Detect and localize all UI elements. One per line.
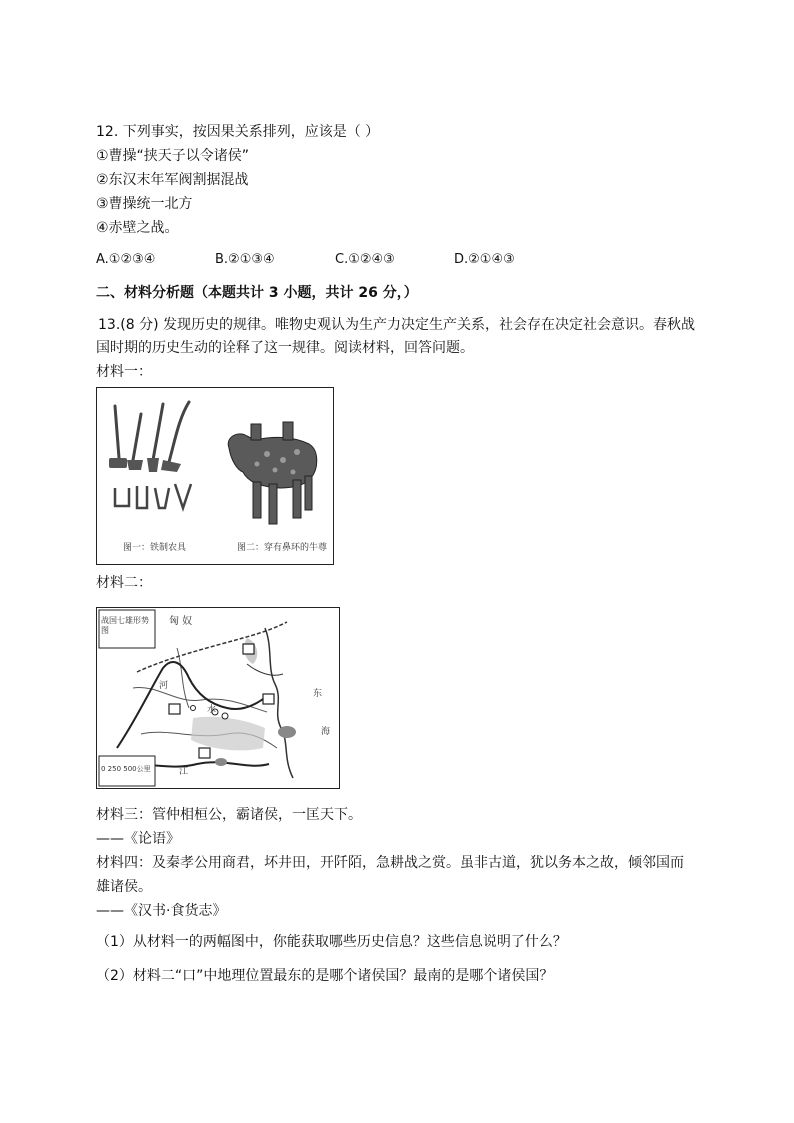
q13-sub-1: （1）从材料一的两幅图中，你能获取哪些历史信息？这些信息说明了什么？: [96, 934, 567, 950]
map-label-hai: 海: [321, 727, 331, 737]
q13-intro-1: 13.(8 分) 发现历史的规律。唯物史观认为生产力决定生产关系，社会存在决定社会意识。春秋战: [98, 317, 695, 333]
map-label-he: 河: [159, 681, 169, 691]
material-1-label: 材料一：: [96, 364, 152, 380]
fig1-caption-left: 图一：铁制农具: [123, 543, 187, 553]
map-scale: 0 250 500公里: [101, 765, 151, 773]
q12-item-4: ④赤壁之战。: [96, 220, 179, 236]
material-4-source: ——《汉书·食货志》: [96, 903, 227, 919]
map-label-xiongnu: 匈 奴: [169, 616, 193, 627]
q12-item-3: ③曹操统一北方: [96, 196, 193, 212]
map-label-dong: 东: [313, 689, 323, 699]
material-3-text: 材料三：管仲相桓公，霸诸侯，一匡天下。: [96, 807, 362, 823]
fig1-caption-right: 图二：穿有鼻环的牛尊: [237, 543, 328, 553]
q12-item-2: ②东汉末年军阀割据混战: [96, 172, 249, 188]
material-2-label: 材料二：: [96, 575, 152, 591]
material-4-line-2: 雄诸侯。: [96, 879, 152, 895]
map-label-jiang: 江: [179, 767, 189, 777]
q12-stem: 12. 下列事实，按因果关系排列，应该是（ ）: [96, 124, 380, 140]
q13-sub-2: （2）材料二“口”中地理位置最东的是哪个诸侯国？最南的是哪个诸侯国？: [96, 968, 554, 984]
choice-a[interactable]: A.①②③④: [96, 252, 156, 267]
q12-item-1: ①曹操“挟天子以令诸侯”: [96, 148, 250, 164]
section-title: 二、材料分析题（本题共计 3 小题，共计 26 分，）: [96, 285, 418, 301]
map-label-shui: 水: [207, 705, 217, 715]
q13-intro-2: 国时期的历史生动的诠释了这一规律。阅读材料，回答问题。: [96, 340, 474, 356]
map-legend: 战国七雄形势图: [101, 616, 149, 635]
choice-c[interactable]: C.①②④③: [335, 252, 395, 267]
material-3-source: ——《论语》: [96, 831, 180, 847]
figure-iron-tools-ox: [96, 387, 334, 565]
tools-ox-illustration: [97, 388, 333, 564]
warring-states-map: [96, 607, 340, 789]
material-4-line-1: 材料四：及秦孝公用商君，坏井田，开阡陌，急耕战之赏。虽非古道，犹以务本之故，倾邻国而: [96, 855, 684, 871]
choice-d[interactable]: D.②①④③: [454, 252, 515, 267]
choice-b[interactable]: B.②①③④: [215, 252, 275, 267]
q12-choices: [96, 250, 515, 270]
